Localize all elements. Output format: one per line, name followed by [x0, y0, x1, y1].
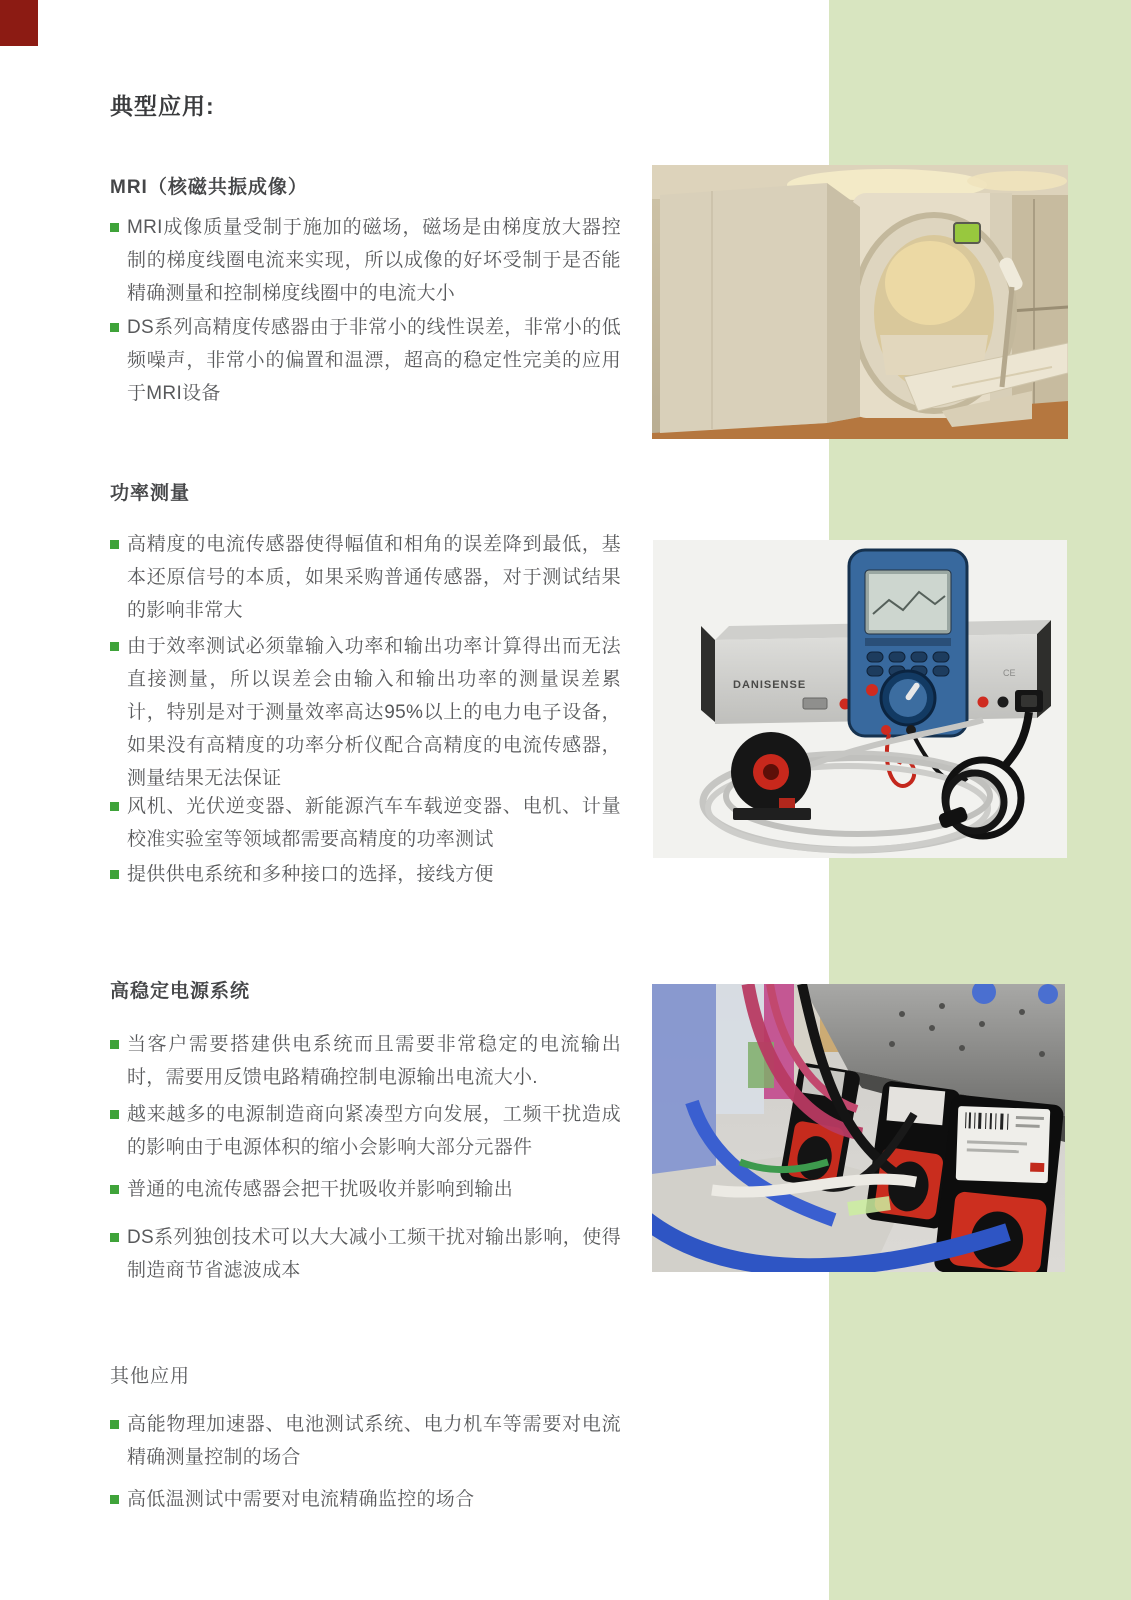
ce-mark-label: CE [1003, 668, 1016, 678]
bullet-square-icon [110, 1110, 119, 1119]
bullet-text: 高低温测试中需要对电流精确监控的场合 [127, 1489, 475, 1510]
bullet-text: 高能物理加速器、电池测试系统、电力机车等需要对电流精确测量控制的场合 [127, 1414, 621, 1468]
section-heading-power-measure: 功率测量 [110, 483, 191, 504]
bullet-item [110, 1483, 630, 1516]
bullet-item [110, 858, 630, 891]
section-heading-mri: MRI（核磁共振成像） [110, 177, 308, 198]
bullet-text: 高精度的电流传感器使得幅值和相角的误差降到最低，基本还原信号的本质，如果采购普通传感器，对于测试结果的影响非常大 [127, 534, 621, 621]
bullet-square-icon [110, 642, 119, 651]
bullet-item [110, 311, 630, 410]
bullet-item [110, 1173, 630, 1206]
bullet-square-icon [110, 1040, 119, 1049]
bullet-square-icon [110, 870, 119, 879]
bullet-text: MRI成像质量受制于施加的磁场，磁场是由梯度放大器控制的梯度线圈电流来实现，所以成像的好坏受制于是否能精确测量和控制梯度线圈中的电流大小 [127, 217, 621, 304]
bullet-text: 普通的电流传感器会把干扰吸收并影响到输出 [127, 1179, 514, 1200]
bullet-text: 当客户需要搭建供电系统而且需要非常稳定的电流输出时，需要用反馈电路精确控制电源输出电流大小. [127, 1034, 621, 1088]
bullet-item [110, 211, 630, 310]
bullet-square-icon [110, 1233, 119, 1242]
rack-brand-label: DANISENSE [733, 679, 807, 691]
bullet-item [110, 1098, 630, 1164]
section-heading-other: 其他应用 [110, 1366, 191, 1387]
bullet-square-icon [110, 1495, 119, 1504]
bullet-text: DS系列独创技术可以大大减小工频干扰对输出影响，使得制造商节省滤波成本 [127, 1227, 621, 1281]
bullet-square-icon [110, 540, 119, 549]
bullet-item [110, 1408, 630, 1474]
bullet-text: 由于效率测试必须靠输入功率和输出功率计算得出而无法直接测量，所以误差会由输入和输出功率的测量误差累计，特别是对于测量效率高达95%以上的电力电子设备，如果没有高精度的功率分析仪配合高精度的电流传感器，测量结果无法保证 [127, 636, 621, 789]
bullet-text: DS系列高精度传感器由于非常小的线性误差，非常小的低频噪声，非常小的偏置和温漂，超高的稳定性完美的应用于MRI设备 [127, 317, 621, 404]
bullet-item [110, 1028, 630, 1094]
corner-accent-block [0, 0, 38, 46]
bullet-item [110, 1221, 630, 1287]
mri-photo [652, 165, 1068, 439]
page-title: 典型应用: [110, 93, 215, 119]
bullet-item [110, 630, 630, 795]
bullet-square-icon [110, 223, 119, 232]
bullet-item [110, 528, 630, 627]
power-measurement-photo [653, 540, 1067, 858]
bullet-item [110, 790, 630, 856]
current-sensors-photo [652, 984, 1065, 1272]
bullet-square-icon [110, 323, 119, 332]
bullet-text: 风机、光伏逆变器、新能源汽车车载逆变器、电机、计量校准实验室等领域都需要高精度的功率测试 [127, 796, 621, 850]
bullet-square-icon [110, 802, 119, 811]
section-heading-stable-power: 高稳定电源系统 [110, 981, 251, 1002]
bullet-square-icon [110, 1420, 119, 1429]
bullet-text: 提供供电系统和多种接口的选择，接线方便 [127, 864, 494, 885]
bullet-square-icon [110, 1185, 119, 1194]
bullet-text: 越来越多的电源制造商向紧凑型方向发展，工频干扰造成的影响由于电源体积的缩小会影响大部分元器件 [127, 1104, 621, 1158]
